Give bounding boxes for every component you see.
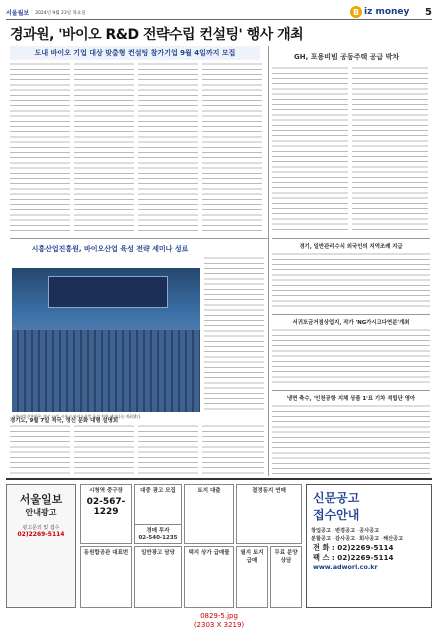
publication-date: 2024년 9월 23일 목요일 [35,10,86,16]
ad-box-4 [236,484,302,544]
ad-box-3 [184,484,234,544]
ad-box-title: 동원합공관 대표번 [83,550,129,556]
seminar-body-col2 [10,424,70,474]
side-headline: GH, 포용비빔 공동주택 공급 박차 [294,53,400,61]
box-article-body-2 [272,252,430,308]
newspaper-page [6,6,432,610]
seminar-headline: 시흥산업진흥원, 바이오산업 육성 전략 세미나 성료 [31,245,189,253]
ad-box-title: 결정동지 연매 [252,488,286,494]
ad-box-phone: 02-567-1229 [86,497,126,517]
section-rule [10,238,268,239]
main-article-body-col1 [10,62,70,232]
main-article-body-col4 [202,62,262,232]
section-badge-label: iz money [364,7,410,17]
ad-box-8 [184,546,234,608]
ad-info-title: 서울일보 [19,493,63,506]
page-number: 5 [425,7,432,18]
notice-ad-url[interactable]: www.adworl.co.kr [313,563,378,571]
section-badge [350,6,409,18]
box-article-headline-1: 경기도, 9월 7일 적극, 정신 문화 대형 설명회 [10,418,119,424]
box-article-body-3 [272,328,430,384]
box-article-headline-2: 경기, 일반관리수식 외국인의 지역조례 지급 [299,244,403,250]
seminar-body-col5 [202,424,264,474]
footer-filename: 0829-5.jpg [200,612,238,620]
seminar-body-col1 [204,256,264,412]
column-rule [268,46,269,476]
seminar-stage [48,276,168,308]
service-item: 해산공고 [383,536,404,542]
ad-box-title: 대중 광고 모집 [140,488,176,494]
ad-box-title: 일반광고 담당 [141,550,175,556]
service-item: 분할공고 [311,536,332,542]
ad-info-label: 광고문의 및 접수 [22,525,60,531]
service-item: 회사공고 [359,536,380,542]
notice-ad-fax: 팩 스 : 02)2269-5114 [313,553,394,562]
ad-box-title: 택지 상가 급매물 [188,550,230,556]
notice-ad-phone: 전 화 : 02)2269-5114 [313,543,394,552]
seminar-photo [12,268,200,412]
box-article-headline-4: 냉면 축수, '인천공항 지체 상품 1'요 기차 적립단 영아 [286,396,416,402]
image-footer [0,612,438,630]
service-item: 공사공고 [359,528,380,534]
box-article-body-4 [272,404,430,474]
ad-box-7 [134,546,182,608]
ad-box-title: 경매 투자 [146,528,170,534]
seminar-body-col3 [74,424,134,474]
side-rule-1 [272,238,430,239]
side-article-body-col1 [272,66,348,234]
seminar-body-col4 [138,424,198,474]
publication-name: 서울월보 [6,10,30,17]
main-article-body-col2 [74,62,134,232]
photo-caption: 시흥산업진흥원은 지난 19일 시흥시 바이오산업 육성 전략 세미나를 개최했다. [12,414,142,419]
service-item: 변경공고 [335,528,356,534]
ad-box-10 [270,546,302,608]
main-headline: 경과원, '바이오 R&D 전략수립 컨설팅' 행사 개최 [10,27,304,43]
audience-seats [12,330,200,412]
notice-ad-title: 신문공고 [313,491,360,505]
ad-box-5 [134,524,182,544]
classified-ads [6,478,432,610]
main-article-body-col3 [138,62,198,232]
ad-info-box [6,484,76,608]
ad-box-title: 필지 토지 급매 [240,550,264,564]
ad-info-subtitle: 안내광고 [25,508,57,517]
ad-box-1 [80,484,132,544]
side-rule-2 [272,314,430,315]
service-item: 창업공고 [311,528,332,534]
side-article-body-col2 [352,66,428,234]
side-rule-3 [272,390,430,391]
service-item: 감사공고 [335,536,356,542]
ad-box-9 [236,546,268,608]
footer-dimensions: (2303 X 3219) [193,621,245,629]
ad-info-phone: 02)2269-5114 [17,531,65,538]
section-badge-icon: B [350,6,362,18]
ad-box-title: 토지 대출 [197,488,221,494]
box-article-headline-3: 서귀포금거점상업지, 작가 'NG가시고다연분'개최 [292,320,410,326]
ad-box-6 [80,546,132,608]
ad-box-phone: 02-540-1235 [138,535,178,541]
stage-banner [49,277,167,287]
ad-box-title: 무료 분양 상담 [274,550,298,564]
main-subhead: 도내 바이오 기업 대상 맞춤형 컨설팅 참가기업 9월 4일까지 모집 [10,46,260,60]
ad-box-title: 시청역 중구장 [89,488,123,494]
notice-ad [306,484,432,608]
notice-ad-subtitle: 접수안내 [313,508,360,522]
notice-ad-services: 창업공고 · 변경공고 · 공사공고 분할공고 · 감사공고 · 회사공고 · 해산공고 [311,528,404,542]
